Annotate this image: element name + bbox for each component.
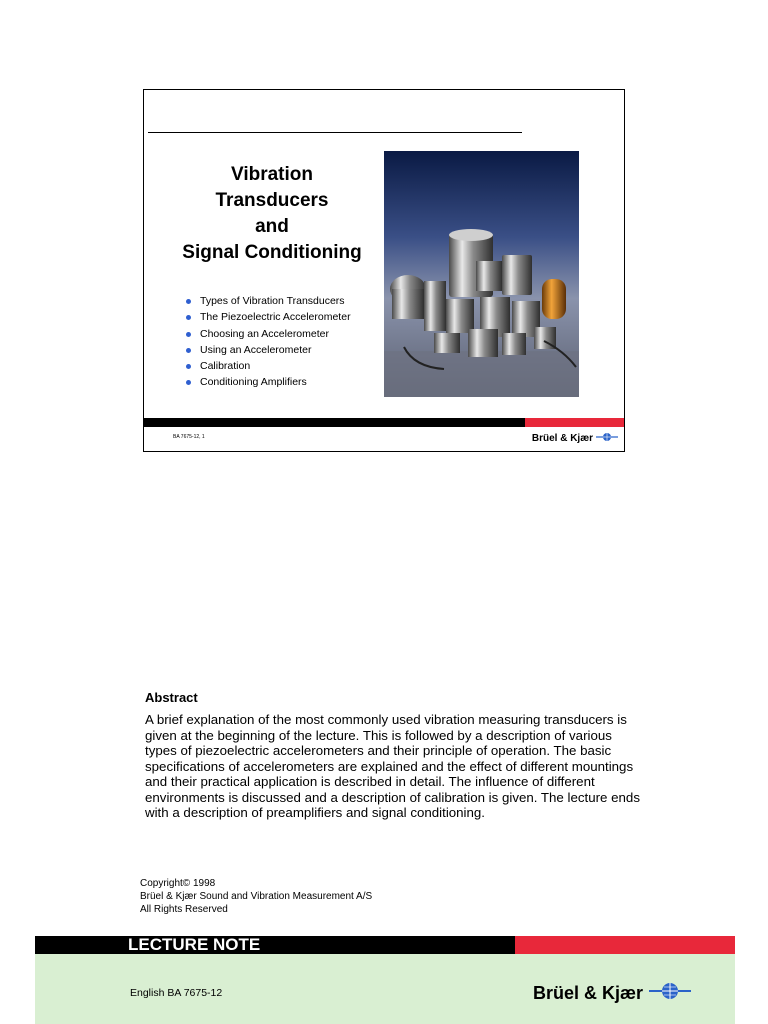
bullet-dot-icon (186, 315, 191, 320)
copyright-line: Brüel & Kjær Sound and Vibration Measurement A/S (140, 891, 373, 902)
slide-title-line: Signal Conditioning (182, 242, 362, 263)
slide-title (162, 162, 382, 266)
slide-title-line: and (255, 216, 289, 237)
slide-brand-name: Brüel & Kjær (531, 433, 593, 444)
slide-black-band (144, 418, 525, 427)
slide-bullet-list (184, 293, 351, 391)
abstract-body: A brief explanation of the most commonly used vibration measuring transducers is given at the beginning of the lecture. This is followed by a description of various types of piezoelectric accelerometers and their principle of operation. The basic specifications of accelerometers are explained and the effect of different mountings and their practical application is described in detail. The influence of different environments is discussed and a description of calibration is given. The lecture ends with a description of preamplifiers and signal conditioning. (145, 712, 640, 820)
bullet-dot-icon (186, 364, 191, 369)
footer-brand-name: Brüel & Kjær (533, 983, 644, 1003)
accelerometers-photo (384, 151, 579, 397)
slide-divider-line (148, 132, 522, 133)
slide-title-line: Transducers (215, 190, 329, 211)
bullet-dot-icon (186, 299, 191, 304)
slide-thumbnail (143, 89, 625, 452)
footer-black-band (35, 936, 515, 954)
bullet-item: Calibration (184, 358, 351, 374)
bullet-dot-icon (186, 332, 191, 337)
slide-brand (532, 432, 618, 445)
bullet-item: Using an Accelerometer (184, 342, 351, 358)
bullet-dot-icon (186, 380, 191, 385)
slide-title-line: Vibration (231, 164, 313, 185)
slide-code: BA 7675-12, 1 (173, 434, 205, 440)
globe-logo-icon (596, 432, 618, 445)
copyright-line: All Rights Reserved (140, 904, 228, 915)
footer-red-band (515, 936, 735, 954)
lecture-note-label: LECTURE NOTE (128, 935, 261, 954)
footer-document-code: English BA 7675-12 (130, 987, 223, 999)
slide-red-band (525, 418, 624, 427)
globe-logo-icon (649, 981, 691, 1006)
bullet-item: Conditioning Amplifiers (184, 374, 351, 390)
bullet-item: Choosing an Accelerometer (184, 326, 351, 342)
bullet-item: Types of Vibration Transducers (184, 293, 351, 309)
copyright-line: Copyright© 1998 (140, 878, 216, 889)
bullet-dot-icon (186, 348, 191, 353)
bullet-item: The Piezoelectric Accelerometer (184, 309, 351, 325)
footer-brand (533, 981, 691, 1006)
abstract-heading: Abstract (145, 690, 198, 705)
copyright-block (140, 877, 372, 916)
